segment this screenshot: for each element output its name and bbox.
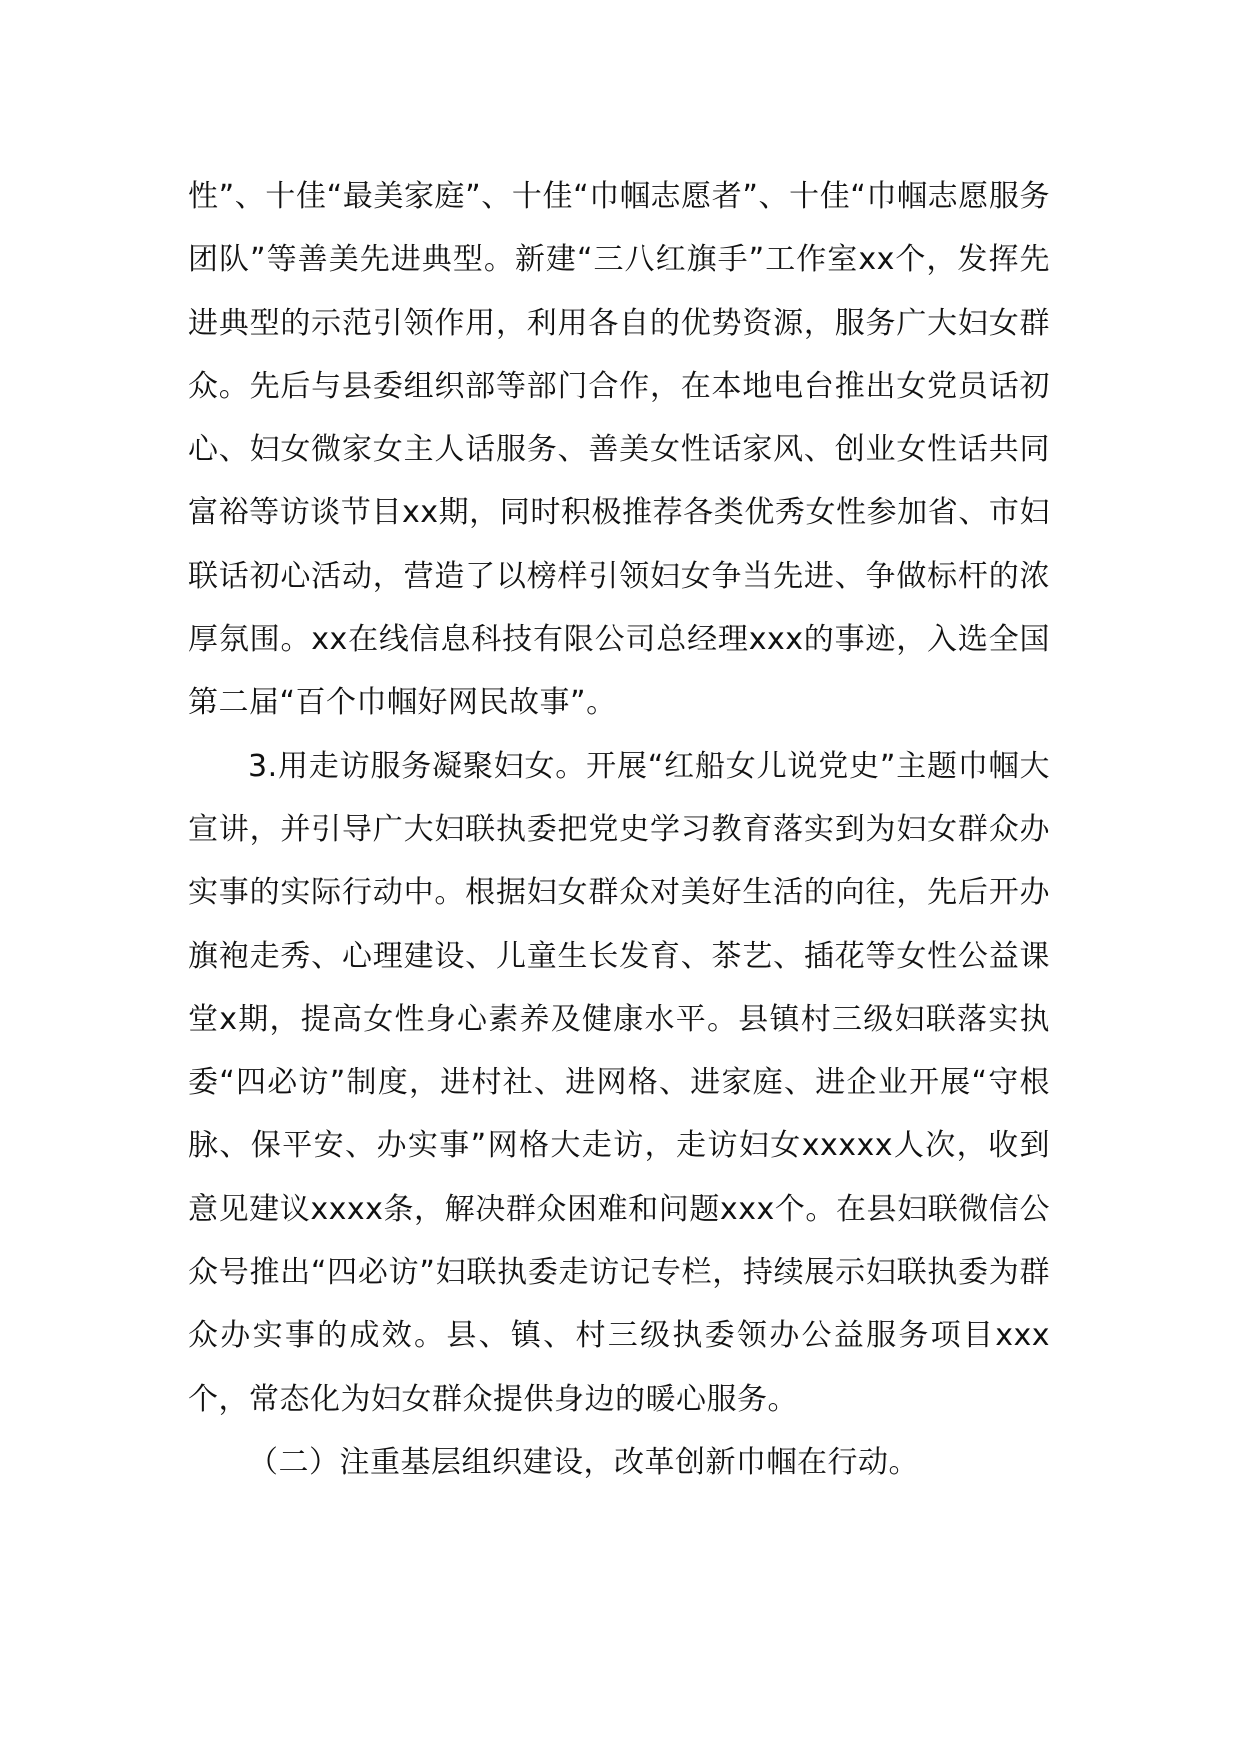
paragraph-item-3: 3.用走访服务凝聚妇女。开展“红船女儿说党史”主题巾帼大宣讲，并引导广大妇联执委把党史学习教育落实到为妇女群众办实事的实际行动中。根据妇女群众对美好生活的向往，先后开办旗袍走秀、心理建设、儿童生长发育、茶艺、插花等女性公益课堂x期，提高女性身心素养及健康水平。县镇村三级妇联落实执委“四必访”制度，进村社、进网格、进家庭、进企业开展“守根脉、保平安、办实事”网格大走访，走访妇女xxxxx人次，收到意见建议xxxx条，解决群众困难和问题xxx个。在县妇联微信公众号推出“四必访”妇联执委走访记专栏，持续展示妇联执委为群众办实事的成效。县、镇、村三级执委领办公益服务项目xxx个，常态化为妇女群众提供身边的暖心服务。 [188, 748, 1050, 1417]
document-body [188, 165, 1050, 1494]
paragraph-continued: 性”、十佳“最美家庭”、十佳“巾帼志愿者”、十佳“巾帼志愿服务团队”等善美先进典型。新建“三八红旗手”工作室xx个，发挥先进典型的示范引领作用，利用各自的优势资源，服务广大妇女群众。先后与县委组织部等部门合作，在本地电台推出女党员话初心、妇女微家女主人话服务、善美女性话家风、创业女性话共同富裕等访谈节目xx期，同时积极推荐各类优秀女性参加省、市妇联话初心活动，营造了以榜样引领妇女争当先进、争做标杆的浓厚氛围。xx在线信息科技有限公司总经理xxx的事迹，入选全国第二届“百个巾帼好网民故事”。 [188, 179, 1050, 721]
section-heading: （二）注重基层组织建设，改革创新巾帼在行动。 [248, 1444, 919, 1480]
